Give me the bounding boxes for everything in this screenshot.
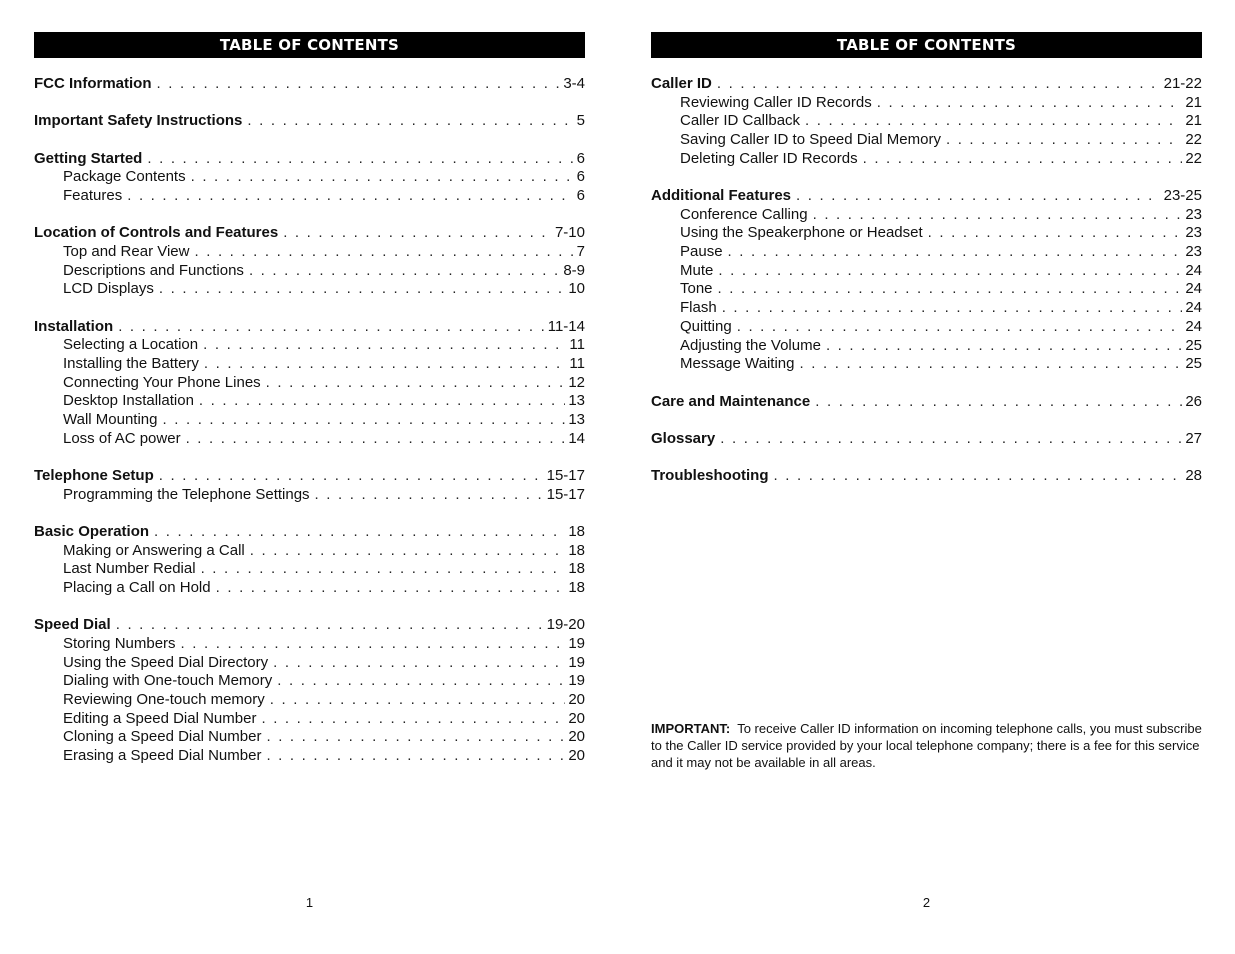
toc-entry-page: 14 [568, 429, 585, 447]
right-page [651, 0, 1202, 954]
toc-entry-page: 20 [568, 728, 585, 746]
dot-leader [201, 560, 566, 579]
toc-entry-title: Package Contents [63, 168, 186, 186]
dot-leader [204, 355, 567, 374]
toc-entry-page: 24 [1185, 317, 1202, 335]
toc-entry-page: 22 [1185, 131, 1202, 149]
toc-section-row [651, 393, 1202, 412]
toc-entry-page: 6 [576, 168, 585, 186]
toc-subsection-row [651, 94, 1202, 113]
toc-entry-page: 27 [1185, 429, 1202, 447]
toc-subsection-row [34, 654, 585, 673]
toc-entry-page: 20 [568, 709, 585, 727]
toc-section-row [34, 150, 585, 169]
toc-entry-page: 19 [568, 634, 585, 652]
toc-entry-page: 21 [1185, 93, 1202, 111]
toc-subsection-row [651, 112, 1202, 131]
toc-entry-title: LCD Displays [63, 280, 154, 298]
dot-leader [737, 318, 1183, 337]
toc-subsection-row [34, 542, 585, 561]
toc-entry-page: 18 [568, 579, 585, 596]
toc-subsection-row [651, 150, 1202, 169]
toc-entry-page: 13 [568, 411, 585, 428]
toc-entry-page: 8-9 [563, 261, 585, 279]
dot-leader [877, 94, 1183, 113]
toc-section [651, 187, 1202, 374]
toc-subsection-row [34, 411, 585, 430]
dot-leader [826, 337, 1182, 356]
toc-section-row [651, 75, 1202, 94]
toc-entry-title: Tone [680, 280, 713, 298]
toc-entry-title: Desktop Installation [63, 392, 194, 410]
dot-leader [718, 280, 1183, 299]
toc-entry-title: Editing a Speed Dial Number [63, 709, 257, 727]
toc-subsection-row [34, 635, 585, 654]
dot-leader [250, 542, 566, 561]
toc-subsection-row [34, 579, 585, 598]
dot-leader [722, 299, 1183, 318]
toc-entry-title: Erasing a Speed Dial Number [63, 747, 262, 765]
toc-entry-title: Using the Speakerphone or Headset [680, 224, 923, 242]
toc-entry-title: Programming the Telephone Settings [63, 485, 310, 503]
toc-entry-title: Features [63, 186, 123, 204]
toc-entry-title: Installing the Battery [63, 354, 199, 372]
dot-leader [718, 262, 1182, 281]
dot-leader [162, 411, 565, 430]
dot-leader [159, 280, 565, 299]
toc-entry-page: 19 [568, 653, 585, 671]
dot-leader [273, 654, 565, 673]
toc-entry-title: Speed Dial [34, 616, 111, 634]
toc-section-row [651, 187, 1202, 206]
dot-leader [203, 336, 566, 355]
toc-section-row [34, 523, 585, 542]
toc-subsection-row [34, 262, 585, 281]
dot-leader [270, 691, 566, 710]
dot-leader [805, 112, 1182, 131]
toc-entry-title: Wall Mounting [63, 411, 158, 428]
toc-subsection-row [651, 355, 1202, 374]
toc-entry-title: Message Waiting [680, 355, 795, 373]
dot-leader [199, 392, 565, 411]
toc-entry-title: Top and Rear View [63, 242, 190, 260]
toc-subsection-row [34, 486, 585, 505]
toc-entry-page: 21 [1185, 112, 1202, 130]
toc-header: TABLE OF CONTENTS [34, 32, 585, 58]
toc-subsection-row [651, 262, 1202, 281]
dot-leader [946, 131, 1182, 150]
toc-entry-title: Caller ID [651, 75, 712, 92]
toc-entry-page: 7-10 [554, 224, 585, 242]
dot-leader [774, 467, 1183, 486]
dot-leader [796, 187, 1161, 206]
toc-subsection-row [651, 131, 1202, 150]
toc-header: TABLE OF CONTENTS [651, 32, 1202, 58]
toc-entry-title: Important Safety Instructions [34, 112, 243, 130]
toc-subsection-row [34, 728, 585, 747]
toc-entry-page: 18 [568, 560, 585, 578]
toc-entry-page: 20 [568, 747, 585, 765]
toc-section-row [651, 430, 1202, 449]
dot-leader [147, 150, 573, 169]
toc-entry-page: 28 [1185, 467, 1202, 485]
toc-list [651, 75, 1202, 504]
toc-section [651, 467, 1202, 486]
dot-leader [249, 262, 560, 281]
toc-subsection-row [651, 243, 1202, 262]
dot-leader [194, 243, 573, 262]
toc-entry-title: Dialing with One-touch Memory [63, 672, 273, 690]
toc-entry-title: Connecting Your Phone Lines [63, 373, 261, 391]
dot-leader [181, 635, 566, 654]
toc-section [651, 393, 1202, 412]
toc-entry-title: Care and Maintenance [651, 392, 811, 410]
toc-entry-page: 26 [1185, 392, 1202, 410]
toc-section [34, 150, 585, 206]
toc-entry-title: Location of Controls and Features [34, 224, 279, 242]
toc-entry-page: 24 [1185, 280, 1202, 298]
toc-entry-page: 24 [1185, 299, 1202, 317]
toc-entry-page: 21-22 [1163, 75, 1202, 92]
toc-entry-page: 25 [1185, 355, 1202, 373]
toc-entry-title: Conference Calling [680, 205, 808, 223]
toc-entry-page: 11-14 [547, 317, 585, 335]
toc-entry-title: Deleting Caller ID Records [680, 149, 858, 167]
toc-entry-page: 11 [569, 336, 585, 354]
toc-entry-title: Basic Operation [34, 522, 150, 540]
toc-section-row [34, 616, 585, 635]
toc-subsection-row [34, 710, 585, 729]
important-note [651, 720, 1202, 771]
toc-entry-page: 3-4 [563, 75, 585, 92]
toc-subsection-row [34, 672, 585, 691]
toc-entry-title: Flash [680, 299, 717, 317]
toc-entry-page: 20 [568, 691, 585, 709]
toc-entry-title: Last Number Redial [63, 560, 196, 578]
dot-leader [118, 318, 545, 337]
toc-entry-page: 25 [1185, 336, 1202, 354]
dot-leader [283, 224, 552, 243]
page-number: 2 [922, 895, 931, 910]
dot-leader [863, 150, 1183, 169]
toc-entry-page: 15-17 [546, 466, 585, 484]
dot-leader [266, 747, 565, 766]
toc-subsection-row [34, 355, 585, 374]
toc-entry-title: Reviewing One-touch memory [63, 691, 265, 709]
toc-subsection-row [34, 560, 585, 579]
toc-entry-page: 5 [576, 112, 585, 130]
toc-entry-page: 24 [1185, 261, 1202, 279]
toc-subsection-row [34, 336, 585, 355]
dot-leader [928, 224, 1183, 243]
dot-leader [277, 672, 565, 691]
note-label: IMPORTANT: [651, 721, 731, 736]
toc-subsection-row [651, 224, 1202, 243]
toc-entry-page: 23 [1185, 243, 1202, 261]
dot-leader [717, 75, 1161, 94]
toc-section-row [651, 467, 1202, 486]
toc-section [651, 75, 1202, 168]
dot-leader [191, 168, 574, 187]
toc-section [651, 430, 1202, 449]
toc-subsection-row [34, 691, 585, 710]
dot-leader [266, 374, 566, 393]
toc-entry-page: 10 [568, 280, 585, 298]
note-text: To receive Caller ID information on incoming telephone calls, you must subscribe to the Caller ID service provided by your local telephone company; there is a fee for this service and it may not be available in all areas. [651, 721, 1202, 770]
toc-entry-title: Storing Numbers [63, 634, 176, 652]
toc-entry-page: 23 [1185, 224, 1202, 242]
page-number: 1 [305, 895, 314, 910]
toc-entry-title: Telephone Setup [34, 466, 154, 484]
toc-entry-title: FCC Information [34, 75, 152, 92]
toc-entry-title: Additional Features [651, 187, 792, 205]
toc-entry-title: Descriptions and Functions [63, 261, 244, 279]
toc-entry-title: Loss of AC power [63, 429, 181, 447]
toc-entry-title: Making or Answering a Call [63, 541, 245, 559]
toc-subsection-row [34, 187, 585, 206]
toc-entry-page: 22 [1185, 149, 1202, 167]
toc-entry-page: 6 [576, 186, 585, 204]
dot-leader [127, 187, 573, 206]
toc-entry-title: Cloning a Speed Dial Number [63, 728, 262, 746]
toc-entry-page: 19 [568, 672, 585, 690]
dot-leader [157, 75, 561, 94]
dot-leader [216, 579, 566, 598]
toc-subsection-row [651, 280, 1202, 299]
toc-section [34, 523, 585, 598]
toc-subsection-row [34, 747, 585, 766]
dot-leader [247, 112, 573, 131]
toc-section [34, 75, 585, 94]
toc-section [34, 224, 585, 299]
toc-subsection-row [651, 337, 1202, 356]
dot-leader [266, 728, 565, 747]
toc-entry-title: Placing a Call on Hold [63, 579, 211, 596]
toc-subsection-row [34, 374, 585, 393]
toc-section-row [34, 467, 585, 486]
toc-entry-page: 23 [1185, 205, 1202, 223]
toc-entry-title: Saving Caller ID to Speed Dial Memory [680, 131, 941, 149]
toc-entry-page: 19-20 [546, 616, 585, 634]
toc-entry-page: 7 [576, 242, 585, 260]
toc-entry-title: Getting Started [34, 149, 143, 167]
toc-section [34, 318, 585, 449]
toc-entry-title: Reviewing Caller ID Records [680, 93, 872, 111]
dot-leader [186, 430, 566, 449]
toc-subsection-row [34, 280, 585, 299]
toc-entry-title: Adjusting the Volume [680, 336, 821, 354]
toc-section-row [34, 75, 585, 94]
toc-entry-title: Selecting a Location [63, 336, 199, 354]
toc-subsection-row [651, 318, 1202, 337]
toc-entry-title: Mute [680, 261, 714, 279]
dot-leader [728, 243, 1183, 262]
dot-leader [261, 710, 565, 729]
toc-entry-title: Troubleshooting [651, 467, 769, 485]
toc-subsection-row [34, 168, 585, 187]
dot-leader [800, 355, 1183, 374]
dot-leader [815, 393, 1182, 412]
toc-entry-title: Quitting [680, 317, 732, 335]
toc-entry-page: 11 [569, 354, 585, 372]
toc-entry-title: Caller ID Callback [680, 112, 801, 130]
toc-entry-page: 6 [576, 149, 585, 167]
toc-list [34, 75, 585, 784]
toc-entry-title: Glossary [651, 429, 716, 447]
toc-entry-page: 15-17 [546, 485, 585, 503]
toc-entry-title: Installation [34, 317, 114, 335]
dot-leader [159, 467, 544, 486]
toc-section [34, 467, 585, 504]
toc-section-row [34, 318, 585, 337]
toc-section-row [34, 224, 585, 243]
toc-section [34, 112, 585, 131]
dot-leader [154, 523, 565, 542]
toc-subsection-row [34, 430, 585, 449]
toc-entry-page: 18 [568, 522, 585, 540]
toc-entry-page: 18 [568, 541, 585, 559]
dot-leader [116, 616, 544, 635]
toc-subsection-row [651, 206, 1202, 225]
toc-entry-page: 12 [568, 373, 585, 391]
toc-entry-title: Using the Speed Dial Directory [63, 653, 269, 671]
toc-subsection-row [34, 243, 585, 262]
dot-leader [813, 206, 1183, 225]
toc-entry-title: Pause [680, 243, 723, 261]
dot-leader [315, 486, 544, 505]
toc-section-row [34, 112, 585, 131]
toc-section [34, 616, 585, 766]
toc-subsection-row [34, 392, 585, 411]
toc-entry-page: 23-25 [1163, 187, 1202, 205]
toc-subsection-row [651, 299, 1202, 318]
dot-leader [720, 430, 1182, 449]
toc-entry-page: 13 [568, 392, 585, 410]
left-page [34, 0, 585, 954]
